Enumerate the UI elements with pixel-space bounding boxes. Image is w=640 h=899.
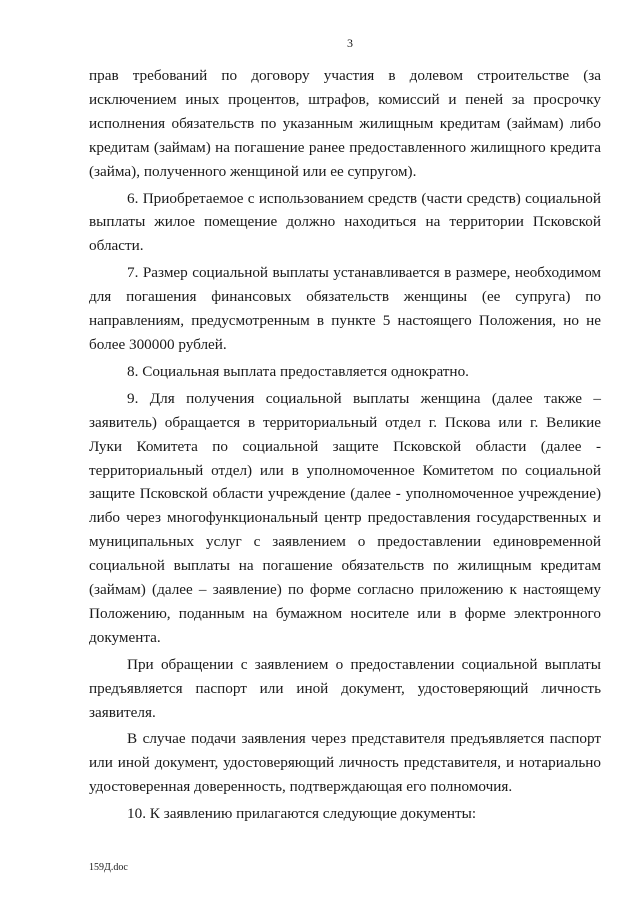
paragraph-item-7: 7. Размер социальной выплаты устанавливается в размере, необходимом для погашения финансовых обязательств женщины (ее супруга) по направлениям, предусмотренным в пункте 5 настоящего Положения, но не более 300000 рублей. [89,264,601,353]
file-name-footer: 159Д.doc [89,862,128,873]
paragraph-passport-requirement: При обращении с заявлением о предоставлении социальной выплаты предъявляется паспорт или иной документ, удостоверяющий личность заявителя. [89,655,601,721]
document-body [89,64,601,826]
paragraph-representative: В случае подачи заявления через представителя предъявляется паспорт или иной документ, удостоверяющий личность представителя, и нотариально удостоверенная доверенность, подтверждающая его полномочия. [89,730,601,796]
paragraph-item-8: 8. Социальная выплата предоставляется однократно. [127,362,469,380]
page-number: 3 [347,36,353,50]
paragraph-item-9: 9. Для получения социальной выплаты женщина (далее также – заявитель) обращается в территориальный отдел г. Пскова или г. Великие Луки Комитета по социальной защите Псковской области (далее - территориальный отдел) или в уполномоченное Комитетом по социальной защите Псковской области учреждение (далее - уполномоченное учреждение) либо через многофункциональный центр предоставления государственных и муниципальных услуг с заявлением о предоставлении единовременной социальной выплаты на погашение обязательств по жилищным кредитам (займам) (далее – заявление) по форме согласно приложению к настоящему Положению, поданным на бумажном носителе или в форме электронного документа. [89,389,601,646]
paragraph-item-10: 10. К заявлению прилагаются следующие документы: [127,805,477,823]
paragraph-item-6: 6. Приобретаемое с использованием средств (части средств) социальной выплаты жилое помещение должно находиться на территории Псковской области. [89,189,601,255]
paragraph-continuation: прав требований по договору участия в долевом строительстве (за исключением иных процентов, штрафов, комиссий и пеней за просрочку исполнения обязательств по указанным жилищным кредитам (займам) либо кредитам (займам) на погашение ранее предоставленного жилищного кредита (займа), полученного женщиной или ее супругом). [89,67,601,180]
